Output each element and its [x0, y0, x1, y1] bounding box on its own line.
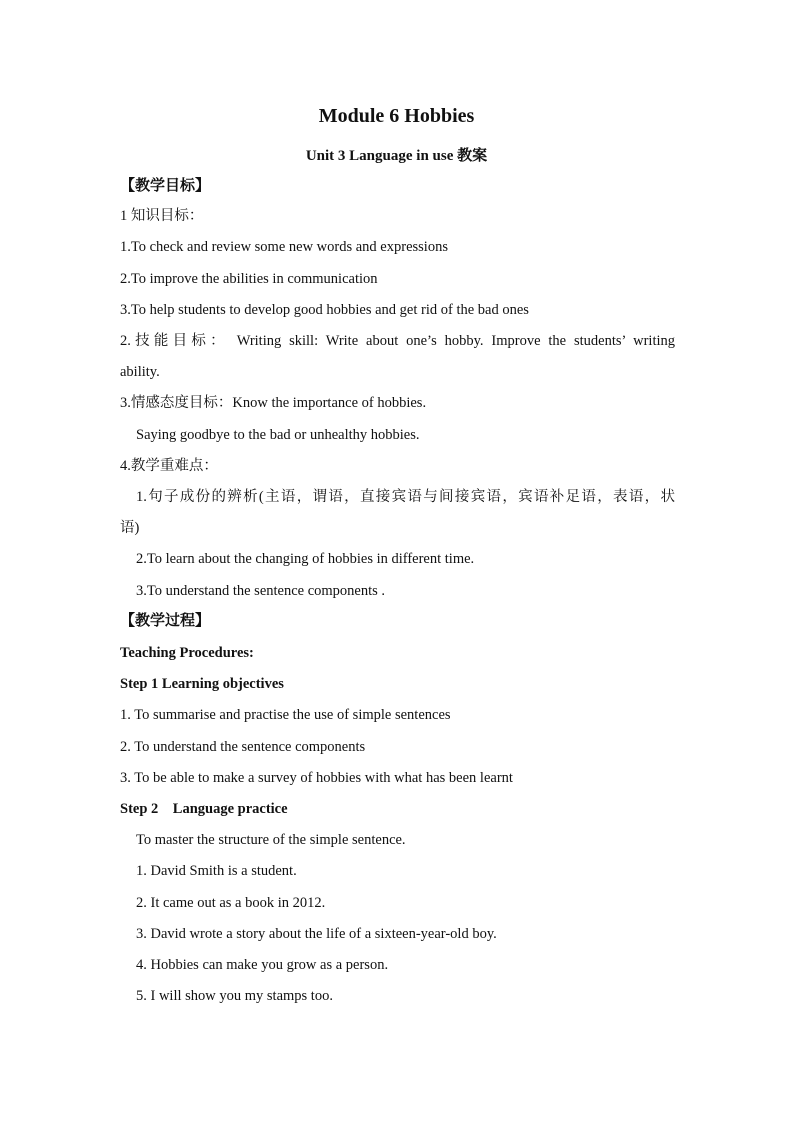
step1-item: 2. To understand the sentence components: [120, 739, 366, 755]
step1-heading: Step 1 Learning objectives: [120, 676, 284, 692]
section-heading-objectives: 【教学目标】: [120, 178, 211, 194]
example-sentence: 4. Hobbies can make you grow as a person.: [136, 957, 389, 973]
key-point-line: 2.To learn about the changing of hobbies in different time.: [136, 551, 475, 567]
step2-intro: To master the structure of the simple sentence.: [136, 832, 406, 848]
example-sentence: 1. David Smith is a student.: [136, 863, 297, 879]
section-heading-process: 【教学过程】: [120, 613, 211, 629]
step1-item: 3. To be able to make a survey of hobbies with what has been learnt: [120, 770, 513, 786]
step2-heading: Step 2 Language practice: [120, 801, 288, 817]
document-title: Module 6 Hobbies: [318, 105, 475, 127]
knowledge-item: 3.To help students to develop good hobbies and get rid of the bad ones: [120, 302, 529, 318]
knowledge-heading: 1 知识目标：: [120, 208, 204, 224]
key-point-line: 1.句子成份的辨析(主语，谓语，直接宾语与间接宾语，宾语补足语，表语，状: [136, 489, 675, 505]
document-subtitle: Unit 3 Language in use 教案: [305, 148, 488, 164]
attitude-objective-continuation: Saying goodbye to the bad or unhealthy hobbies.: [136, 427, 420, 443]
procedures-heading: Teaching Procedures:: [120, 645, 254, 661]
attitude-objective-line: 3.情感态度目标：Know the importance of hobbies.: [120, 395, 427, 411]
step1-item: 1. To summarise and practise the use of simple sentences: [120, 707, 451, 723]
skill-objective-continuation: ability.: [120, 364, 160, 380]
example-sentence: 3. David wrote a story about the life of a sixteen-year-old boy.: [136, 926, 497, 942]
knowledge-item: 2.To improve the abilities in communication: [120, 271, 378, 287]
skill-objective-line: 2.技能目标： Writing skill: Write about one’s hobby. Improve the students’ writing: [120, 333, 675, 349]
key-point-line: 3.To understand the sentence components .: [136, 583, 386, 599]
knowledge-item: 1.To check and review some new words and expressions: [120, 239, 448, 255]
example-sentence: 2. It came out as a book in 2012.: [136, 895, 326, 911]
key-points-heading: 4.教学重难点：: [120, 458, 218, 474]
key-point-continuation: 语): [120, 520, 140, 536]
example-sentence: 5. I will show you my stamps too.: [136, 988, 333, 1004]
